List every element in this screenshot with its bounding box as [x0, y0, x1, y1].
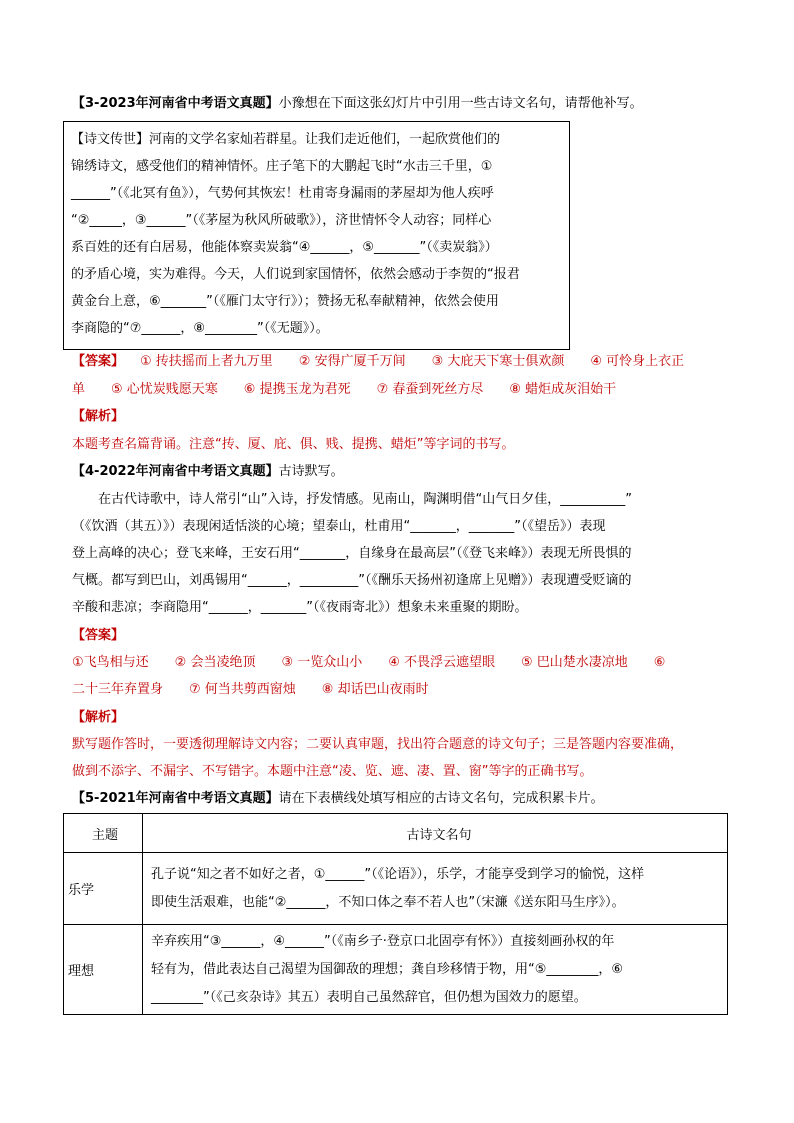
q3-slide-line: 系百姓的还有白居易，他能体察卖炭翁“④______，⑤_______”（《卖炭翁》）	[71, 240, 498, 255]
q4-text-line: 在古代诗歌中，诗人常引“山”入诗，抒发情感。见南山，陶渊明借“山气日夕佳，__________”	[72, 492, 632, 507]
q3-analysis: 本题考查名篇背诵。注意“抟、厦、庇、俱、贱、提携、蜡炬”等字词的书写。	[72, 437, 515, 452]
table-cell-line: ________”（《己亥杂诗》其五）表明自己虽然辞官，但仍想为国效力的愿望。	[151, 989, 587, 1005]
q4-heading	[72, 463, 344, 481]
q3-slide-line: 李商隐的“⑦______，⑧________”（《无题》）。	[71, 321, 329, 336]
q3-slide-line: 的矛盾心境，实为难得。今天，人们说到家国情怀，依然会感动于李贺的“报君	[71, 267, 520, 282]
table-cell-quote	[143, 853, 728, 925]
q3-slide-line: 【诗文传世】河南的文学名家灿若群星。让我们走近他们，一起欣赏他们的	[71, 132, 501, 147]
q3-prompt: 小豫想在下面这张幻灯片中引用一些古诗文名句，请帮他补写。	[278, 96, 643, 111]
q3-slide-line: 锦绣诗文，感受他们的精神情怀。庄子笔下的大鹏起飞时“水击三千里，①	[71, 159, 493, 174]
table-cell-line: 辛弃疾用“③______，④______”（《南乡子·登京口北固亭有怀》）直接刻画孙权的年	[151, 933, 615, 949]
table-cell-quote	[143, 925, 728, 1015]
q3-answer-tag: 【答案】	[72, 354, 125, 369]
table-row	[64, 925, 728, 1015]
table-cell-theme: 理想	[64, 925, 143, 1015]
q4-analysis-line: 默写题作答时，一要透彻理解诗文内容；二要认真审题，找出符合题意的诗文句子；三是答题内容要准确，	[72, 737, 684, 752]
q3-heading	[72, 95, 643, 113]
q3-slide-line: ______”（《北冥有鱼》），气势何其恢宏！杜甫寄身漏雨的茅屋却为他人疾呼	[71, 186, 494, 201]
q4-text-line: 气概。都写到巴山，刘禹锡用“______，_________”（《酬乐天扬州初逢席上见赠》）表现遭受贬谪的	[72, 573, 632, 588]
q4-answer-tag: 【答案】	[72, 628, 125, 643]
q5-tag: 【5-2021年河南省中考语文真题】	[72, 791, 279, 806]
q4-text-line: （《饮酒（其五）》）表现闲适恬淡的心境；望泰山，杜甫用“_______，_______”（《望岳》）表现	[72, 519, 606, 534]
q3-slide-box	[63, 121, 570, 350]
table-header-quote: 古诗文名句	[143, 814, 728, 853]
q4-tag: 【4-2022年河南省中考语文真题】	[72, 464, 279, 479]
q3-answer-line: 单 ⑤ 心忧炭贱愿天寒 ⑥ 提携玉龙为君死 ⑦ 春蚕到死丝方尽 ⑧ 蜡炬成灰泪始干	[72, 382, 617, 397]
q4-text-line: 登上高峰的决心；登飞来峰，王安石用“_______，自缘身在最高层”（《登飞来峰》）表现无所畏惧的	[72, 546, 632, 561]
q5-prompt: 请在下表横线处填写相应的古诗文名句，完成积累卡片。	[278, 791, 604, 806]
table-header-theme: 主题	[64, 814, 143, 853]
table-cell-line: 即使生活艰难，也能“②______，不知口体之奉不若人也”（宋濂《送东阳马生序》）。	[151, 894, 625, 910]
accumulation-card-table	[63, 813, 728, 1015]
table-cell-line: 轻有为，借此表达自己渴望为国御敌的理想；龚自珍移情于物，用“⑤________，⑥	[151, 961, 624, 977]
q4-answer-line: ①飞鸟相与还 ② 会当凌绝顶 ③ 一览众山小 ④ 不畏浮云遮望眼 ⑤ 巴山楚水凄凉地 ⑥	[72, 655, 666, 670]
q4-prompt: 古诗默写。	[278, 464, 344, 479]
q4-analysis-line: 做到不添字、不漏字、不写错字。本题中注意“凌、览、遮、凄、置、窗”等字的正确书写。	[72, 764, 593, 779]
q3-tag: 【3-2023年河南省中考语文真题】	[72, 96, 279, 111]
q4-text-line: 辛酸和悲凉；李商隐用“______，_______”（《夜雨寄北》）想象未来重聚的期盼。	[72, 600, 528, 615]
table-row	[64, 853, 728, 925]
table-cell-line: 孔子说“知之者不如好之者，①______”（《论语》），乐学，才能享受到学习的愉悦，这样	[151, 866, 645, 882]
q3-slide-line: “②_____，③______”（《茅屋为秋风所破歌》），济世情怀令人动容；同样心	[71, 213, 492, 228]
table-cell-theme: 乐学	[64, 853, 143, 925]
q5-heading	[72, 790, 604, 808]
q4-analysis-tag: 【解析】	[72, 710, 125, 725]
q4-answer-line: 二十三年弃置身 ⑦ 何当共剪西窗烛 ⑧ 却话巴山夜雨时	[72, 682, 429, 697]
q3-slide-line: 黄金台上意，⑥_______”（《雁门太守行》）；赞扬无私奉献精神，依然会使用	[71, 294, 499, 309]
q3-analysis-tag: 【解析】	[72, 409, 125, 424]
q3-answer-line: ① 抟扶摇而上者九万里 ② 安得广厦千万间 ③ 大庇天下寒士俱欢颜 ④ 可怜身上衣正	[140, 354, 685, 369]
table-header-row	[64, 814, 728, 853]
